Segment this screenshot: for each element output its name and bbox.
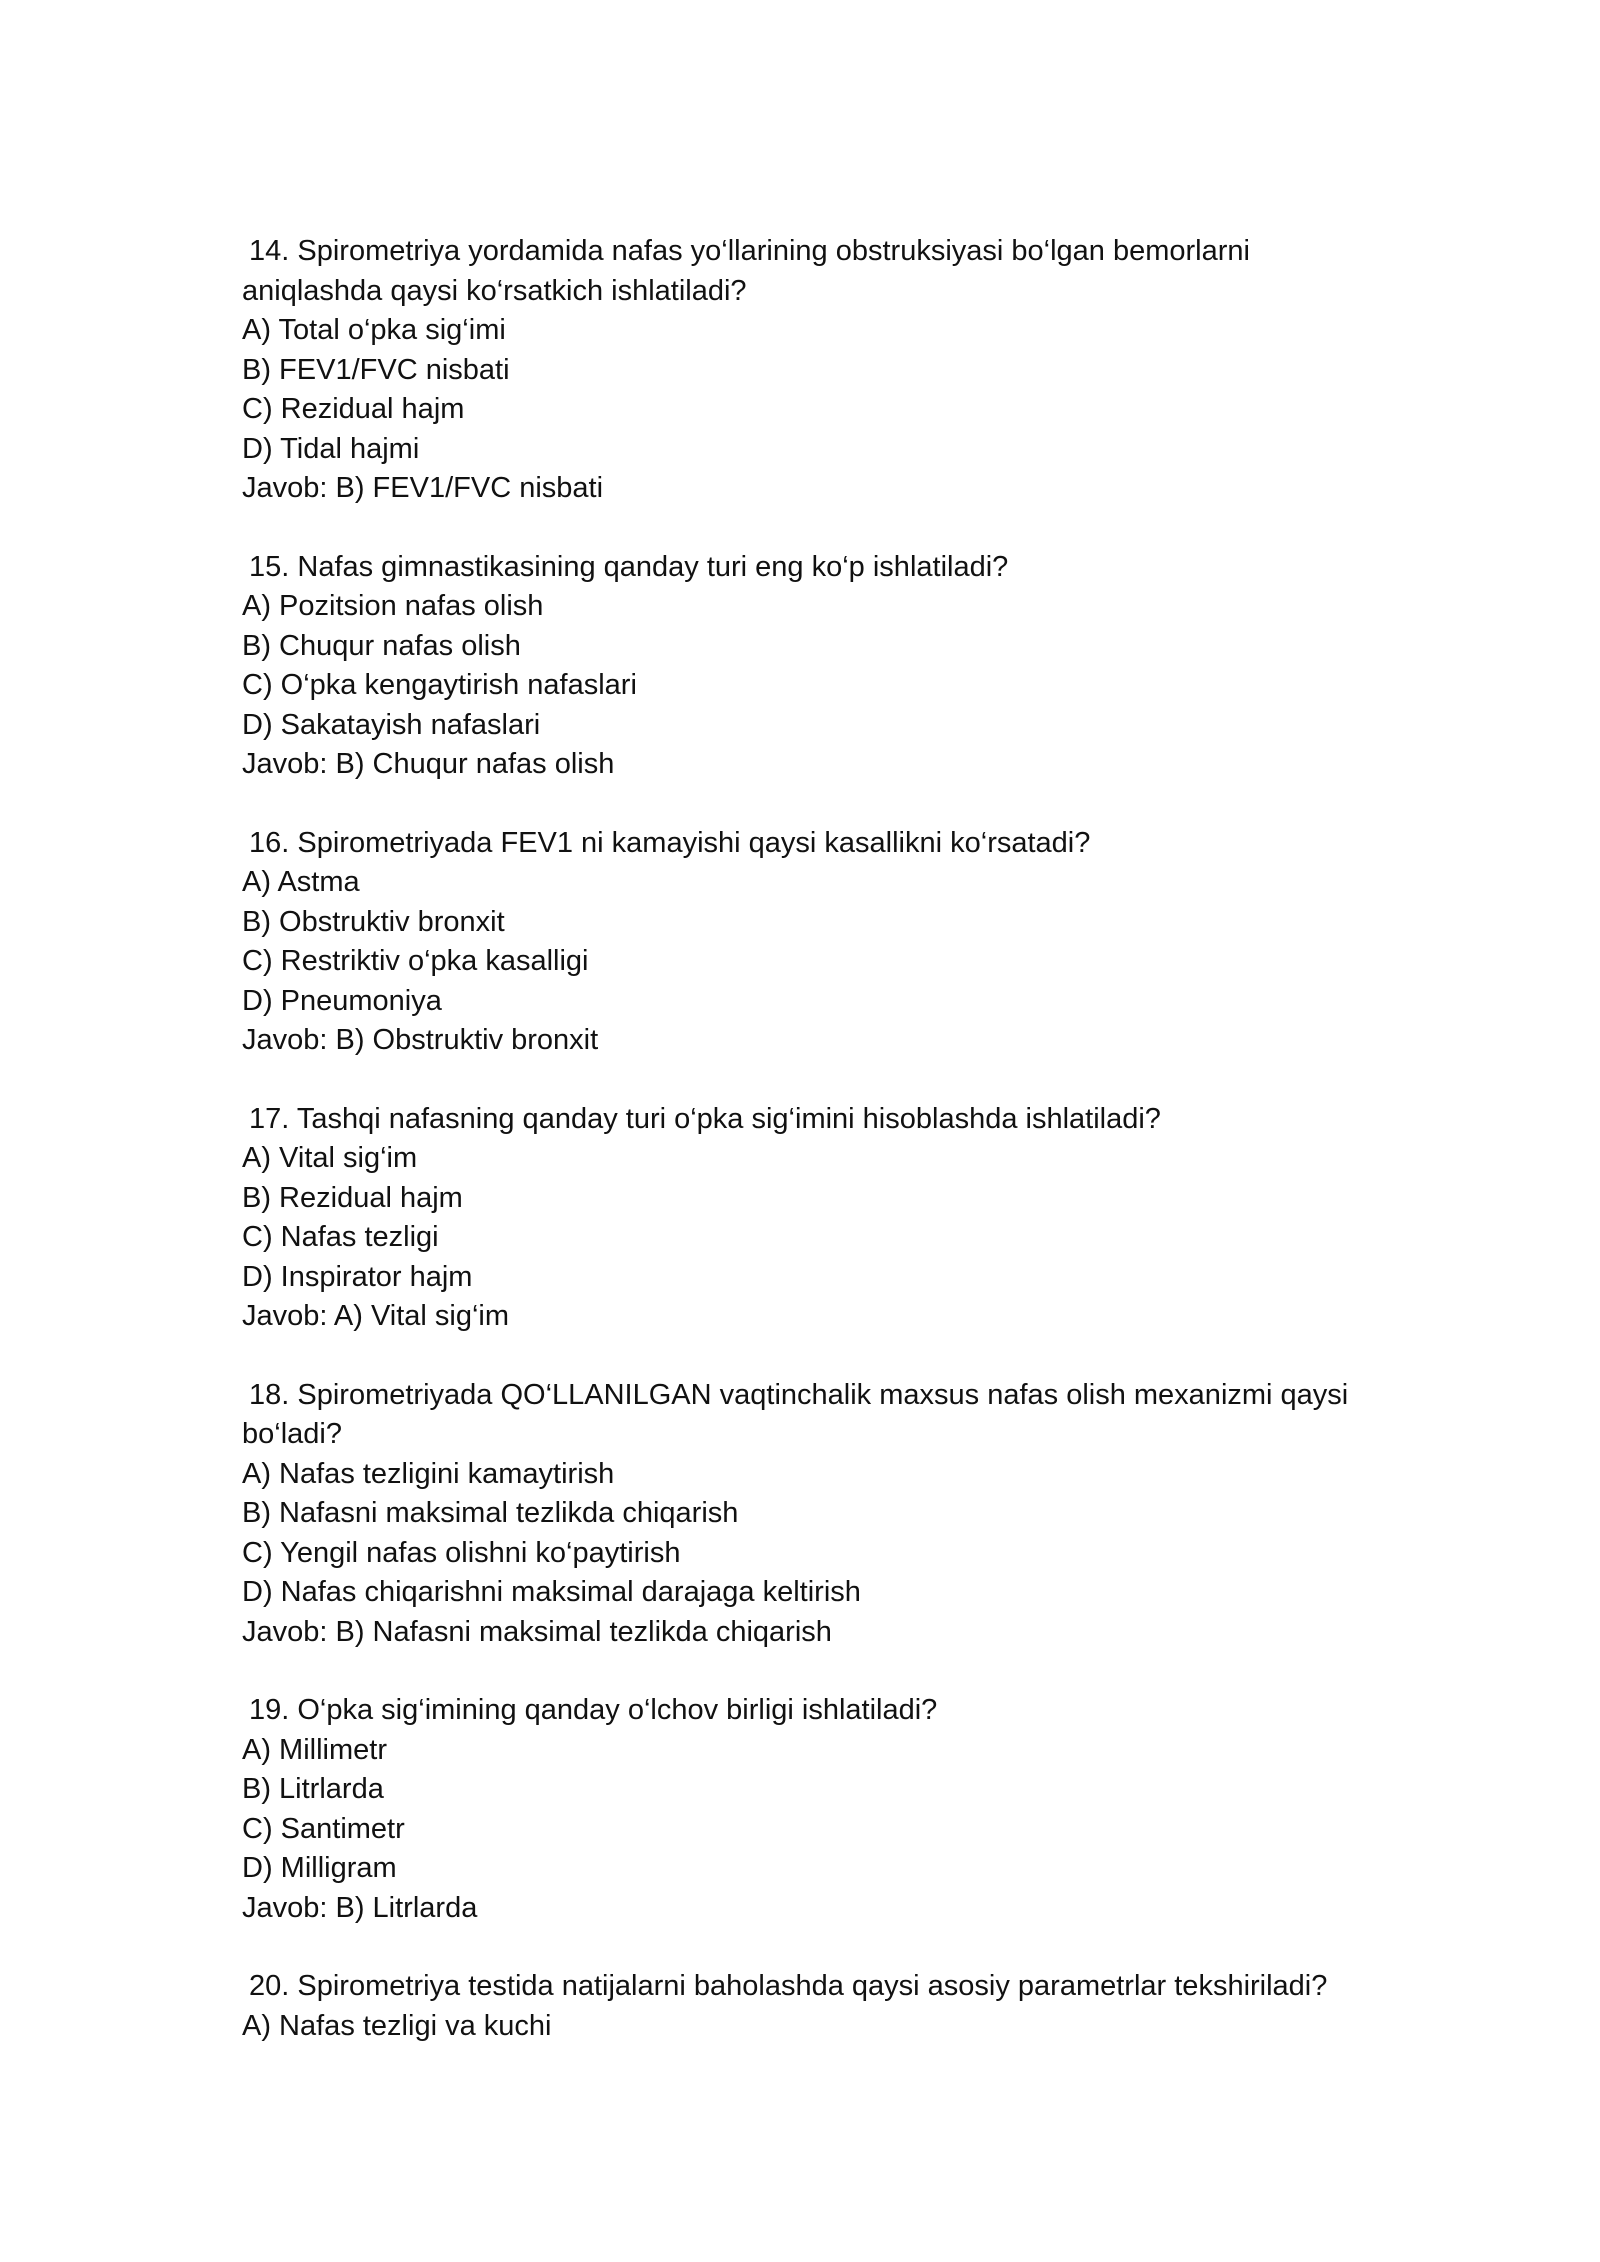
- answer-option: D) Milligram: [242, 1852, 397, 1884]
- answer-option: A) Millimetr: [242, 1733, 387, 1766]
- question-text: 18. Spirometriyada QO‘LLANILGAN vaqtinchalik maxsus nafas olish mexanizmi qaysi: [249, 1378, 1349, 1411]
- answer-option: B) Chuqur nafas olish: [242, 629, 521, 662]
- answer-option: C) Santimetr: [242, 1812, 405, 1845]
- question-20: [242, 1967, 1422, 2046]
- question-text: aniqlashda qaysi ko‘rsatkich ishlatiladi?: [242, 274, 747, 307]
- answer-option: C) Nafas tezligi: [242, 1221, 439, 1253]
- answer-option: C) Restriktiv o‘pka kasalligi: [242, 945, 589, 977]
- correct-answer: Javob: B) Chuqur nafas olish: [242, 748, 615, 780]
- answer-option: B) Litrlarda: [242, 1773, 384, 1805]
- question-text: 14. Spirometriya yordamida nafas yo‘llarining obstruksiyasi bo‘lgan bemorlarni: [249, 235, 1250, 267]
- correct-answer: Javob: A) Vital sig‘im: [242, 1300, 510, 1332]
- question-text: 19. O‘pka sig‘imining qanday o‘lchov birligi ishlatiladi?: [249, 1694, 938, 1726]
- answer-option: B) Nafasni maksimal tezlikda chiqarish: [242, 1497, 739, 1529]
- answer-option: C) O‘pka kengaytirish nafaslari: [242, 669, 637, 701]
- question-19: [242, 1691, 1422, 1928]
- correct-answer: Javob: B) FEV1/FVC nisbati: [242, 472, 604, 504]
- answer-option: D) Tidal hajmi: [242, 432, 420, 465]
- question-text: 17. Tashqi nafasning qanday turi o‘pka sig‘imini hisoblashda ishlatiladi?: [249, 1102, 1161, 1135]
- question-17: [242, 1100, 1422, 1337]
- question-text: 16. Spirometriyada FEV1 ni kamayishi qaysi kasallikni ko‘rsatadi?: [249, 826, 1091, 859]
- answer-option: D) Nafas chiqarishni maksimal darajaga keltirish: [242, 1576, 861, 1608]
- question-text: 15. Nafas gimnastikasining qanday turi eng ko‘p ishlatiladi?: [249, 550, 1009, 583]
- answer-option: B) Obstruktiv bronxit: [242, 905, 505, 938]
- question-text: bo‘ladi?: [242, 1418, 342, 1450]
- answer-option: D) Inspirator hajm: [242, 1260, 473, 1293]
- question-text: 20. Spirometriya testida natijalarni baholashda qaysi asosiy parametrlar tekshiriladi?: [249, 1970, 1328, 2002]
- answer-option: A) Nafas tezligini kamaytirish: [242, 1457, 615, 1490]
- correct-answer: Javob: B) Litrlarda: [242, 1891, 478, 1924]
- answer-option: C) Yengil nafas olishni ko‘paytirish: [242, 1536, 681, 1569]
- answer-option: D) Pneumoniya: [242, 984, 442, 1017]
- answer-option: B) Rezidual hajm: [242, 1181, 463, 1214]
- question-18: [242, 1376, 1422, 1653]
- correct-answer: Javob: B) Obstruktiv bronxit: [242, 1024, 599, 1056]
- answer-option: A) Total o‘pka sig‘imi: [242, 314, 506, 346]
- question-16: [242, 824, 1422, 1061]
- question-list: [242, 232, 1422, 2085]
- answer-option: B) FEV1/FVC nisbati: [242, 353, 510, 386]
- question-14: [242, 232, 1422, 509]
- answer-option: A) Vital sig‘im: [242, 1142, 418, 1174]
- answer-option: C) Rezidual hajm: [242, 393, 465, 425]
- correct-answer: Javob: B) Nafasni maksimal tezlikda chiqarish: [242, 1615, 832, 1648]
- question-15: [242, 548, 1422, 785]
- answer-option: A) Pozitsion nafas olish: [242, 590, 544, 622]
- answer-option: A) Astma: [242, 866, 360, 898]
- answer-option: A) Nafas tezligi va kuchi: [242, 2009, 552, 2042]
- answer-option: D) Sakatayish nafaslari: [242, 708, 541, 741]
